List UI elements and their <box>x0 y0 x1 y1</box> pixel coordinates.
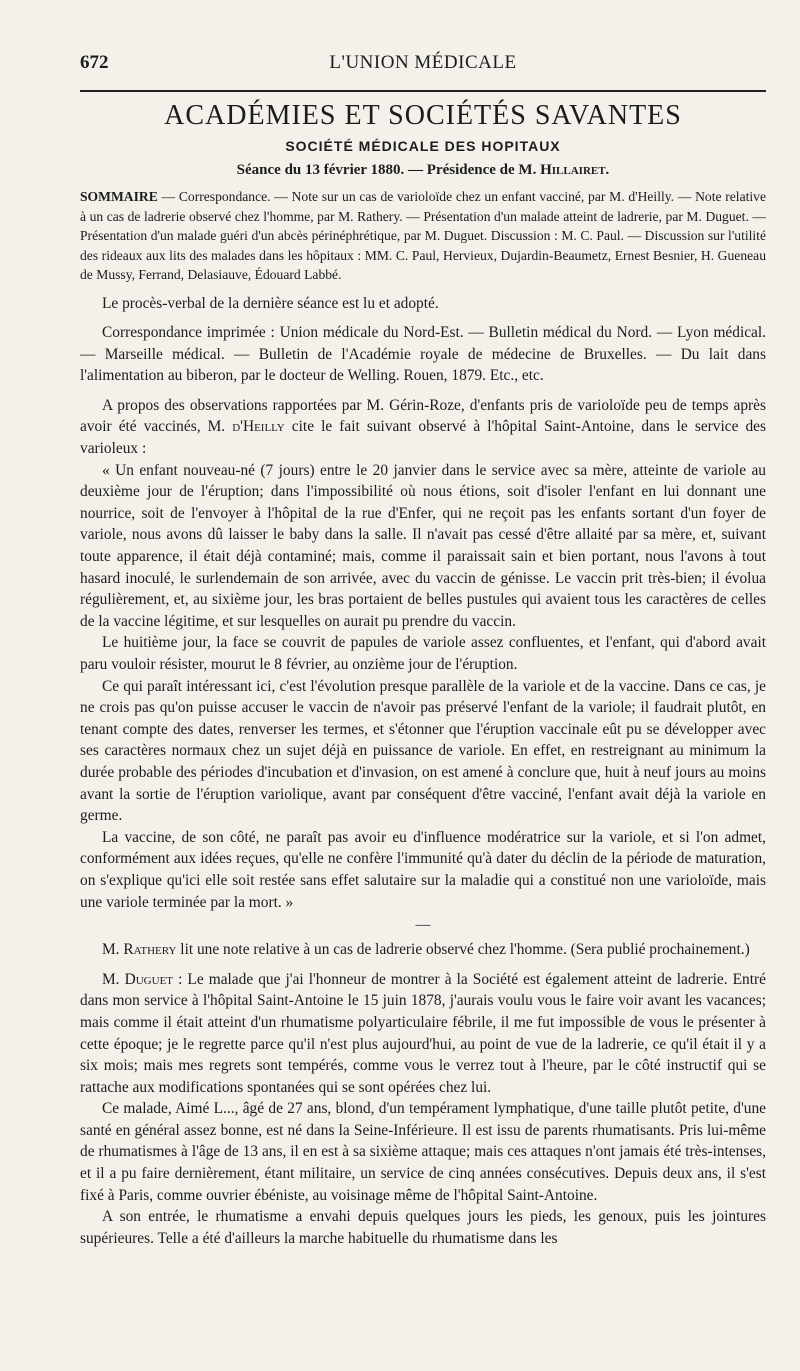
paragraph-case-report: « Un enfant nouveau-né (7 jours) entre le 20 janvier dans le service avec sa mère, atteinte de variole au deuxième jour de l'éruption; dans l'impossibilité où nous étions, soit d'isoler l'enfant en lui donnant une nourrice, soit de l'envoyer à l'hôpital de la rue d'Enfer, qui ne reçoit pas les enfants sortant d'un foyer de variole, nous avons dû laisser le baby dans la salle. Il n'avait pas cessé d'être allaité par sa mère, et, suivant toute apparence, il était déjà contaminé; mais, comme il paraissait sain et bien portant, nous l'avons à tout hasard inoculé, le surlendemain de son arrivée, avec du vaccin de génisse. Le vaccin prit très-bien; il évolua régulièrement, et, au sixième jour, les bras portaient de belles pustules qui avaient tous les caractères de celles de la vaccine légitime, et sur lesquelles on aurait pu prendre du vaccin. <box>80 461 766 630</box>
rathery-pre: M. <box>102 941 120 959</box>
paragraph-eighth-day: Le huitième jour, la face se couvrit de papules de variole assez confluentes, et l'enfant, qui d'abord avait paru vouloir résister, mourut le 8 février, au onzième jour de l'éruption. <box>80 634 766 673</box>
page-number: 672 <box>80 52 109 73</box>
paragraph-patient-history: Ce malade, Aimé L..., âgé de 27 ans, blond, d'un tempérament lymphatique, d'une taille plutôt petite, d'une santé en général assez bonne, est né dans la Seine-Inférieure. Il est issu de parents rhumatisants. Pris lui-même de rhumatismes à l'âge de 13 ans, il en est à sa sixième attaque; mais ces attaques n'ont jamais été très-intenses, et il a pu faire dernièrement, étant militaire, un service de cinq années consécutives. Depuis deux ans, il s'est fixé à Paris, comme ouvrier ébéniste, au voisinage même de l'hôpital Saint-Antoine. <box>80 1100 766 1204</box>
society-name: SOCIÉTÉ MÉDICALE DES HOPITAUX <box>285 138 561 154</box>
section-separator: — <box>415 917 431 934</box>
paragraph-vaccine-effect: La vaccine, de son côté, ne paraît pas avoir eu d'influence modératrice sur la variole, et si l'on admet, conformément aux idées reçues, qu'elle ne confère l'immunité qu'à dater du déclin de la période de maturation, on s'explique qu'ici elle soit restée sans effet salutaire sur la maladie qui a constitué non une varioloïde, mais une variole terminée par la mort. » <box>80 828 766 911</box>
paragraph-duguet <box>80 969 766 1099</box>
paragraph-heilly-intro <box>80 395 766 460</box>
paragraph-minutes: Le procès-verbal de la dernière séance est lu et adopté. <box>102 294 439 312</box>
summary <box>80 187 766 285</box>
rathery-post: lit une note relative à un cas de ladrerie observé chez l'homme. (Sera publié prochainement.) <box>176 941 750 959</box>
summary-text: — Correspondance. — Note sur un cas de varioloïde chez un enfant vacciné, par M. d'Heilly. — Note relative à un cas de ladrerie observé chez l'homme, par M. Rathery. — Présentation d'un malade atteint de ladrerie, par M. Duguet. — Présentation d'un malade guéri d'un abcès périnéphrétique, par M. Duguet. Discussion : M. C. Paul. — Discussion sur l'utilité des rideaux aux lits des malades dans les hôpitaux : MM. C. Paul, Hervieux, Dujardin-Beaumetz, Ernest Besnier, H. Gueneau de Mussy, Ferrand, Delasiauve, Édouard Labbé. <box>80 189 766 282</box>
paragraph-rathery <box>80 939 766 961</box>
paragraph-correspondence: Correspondance imprimée : Union médicale du Nord-Est. — Bulletin médical du Nord. — Lyon médical. — Marseille médical. — Bulletin de l'Académie royale de médecine de Bruxelles. — Du lait dans l'alimentation au biberon, par le docteur de Welling. Rouen, 1879. Etc., etc. <box>80 324 766 385</box>
heilly-intro-post: cite le fait suivant observé à l'hôpital Saint-Antoine, dans le service des varioleux : <box>80 418 766 458</box>
paragraph-admission: A son entrée, le rhumatisme a envahi depuis quelques jours les pieds, les genoux, puis les jointures supérieures. Telle a été d'ailleurs la marche habituelle du rhumatisme dans les <box>80 1208 766 1247</box>
heilly-intro-pre: A propos des observations rapportées par M. Gérin-Roze, d'enfants pris de varioloïde peu de temps après avoir été vaccinés, M. <box>80 396 766 436</box>
paragraph-interpretation: Ce qui paraît intéressant ici, c'est l'évolution presque parallèle de la variole et de la vaccine. Dans ce cas, je ne crois pas qu'on puisse accuser le vaccin de n'avoir pas préservé l'enfant de la variole; il faudrait plutôt, en tenant compte des dates, renverser les termes, et s'étonner que l'éruption vaccinale eût pu se développer avec ses caractères normaux chez un sujet déjà en puissance de variole. En effet, en restreignant au minimum la durée probable des périodes d'incubation et d'invasion, on est amené à conclure que, huit à neuf jours au moins avant la sortie de l'éruption variolique, avant par conséquent d'être vacciné, l'enfant avait déjà la variole en germe. <box>80 677 766 825</box>
duguet-post: : Le malade que j'ai l'honneur de montrer à la Société est également atteint de ladrerie. Entré dans mon service à l'hôpital Saint-Antoine le 15 juin 1878, j'aurais voulu vous le faire voir avant les vacances; mais comme il était atteint d'un rhumatisme polyarticulaire fébrile, il me fut impossible de vous le présenter à cette époque; je le regrette parce qu'il n'est plus aujourd'hui, au point de vue de la ladrerie, ce qu'il était il y a six mois; mais mes regrets sont tempérés, comme vous le verrez tout à l'heure, par le côté instructif qui se rattache aux modifications spontanées qui se sont opérées chez lui. <box>80 970 766 1096</box>
session-prefix: Séance du 13 février 1880. — Présidence de M. <box>236 162 537 178</box>
header-rule <box>80 90 766 92</box>
president-name: Hillairet. <box>540 162 610 178</box>
running-head <box>80 52 766 84</box>
session-line <box>80 162 766 179</box>
heilly-name: d'Heilly <box>232 418 285 436</box>
section-title: ACADÉMIES ET SOCIÉTÉS SAVANTES <box>164 100 682 131</box>
duguet-pre: M. <box>102 970 120 988</box>
duguet-name: Duguet <box>124 970 174 988</box>
summary-label: SOMMAIRE <box>80 189 158 204</box>
rathery-name: Rathery <box>123 941 177 959</box>
journal-title: L'UNION MÉDICALE <box>329 52 517 73</box>
